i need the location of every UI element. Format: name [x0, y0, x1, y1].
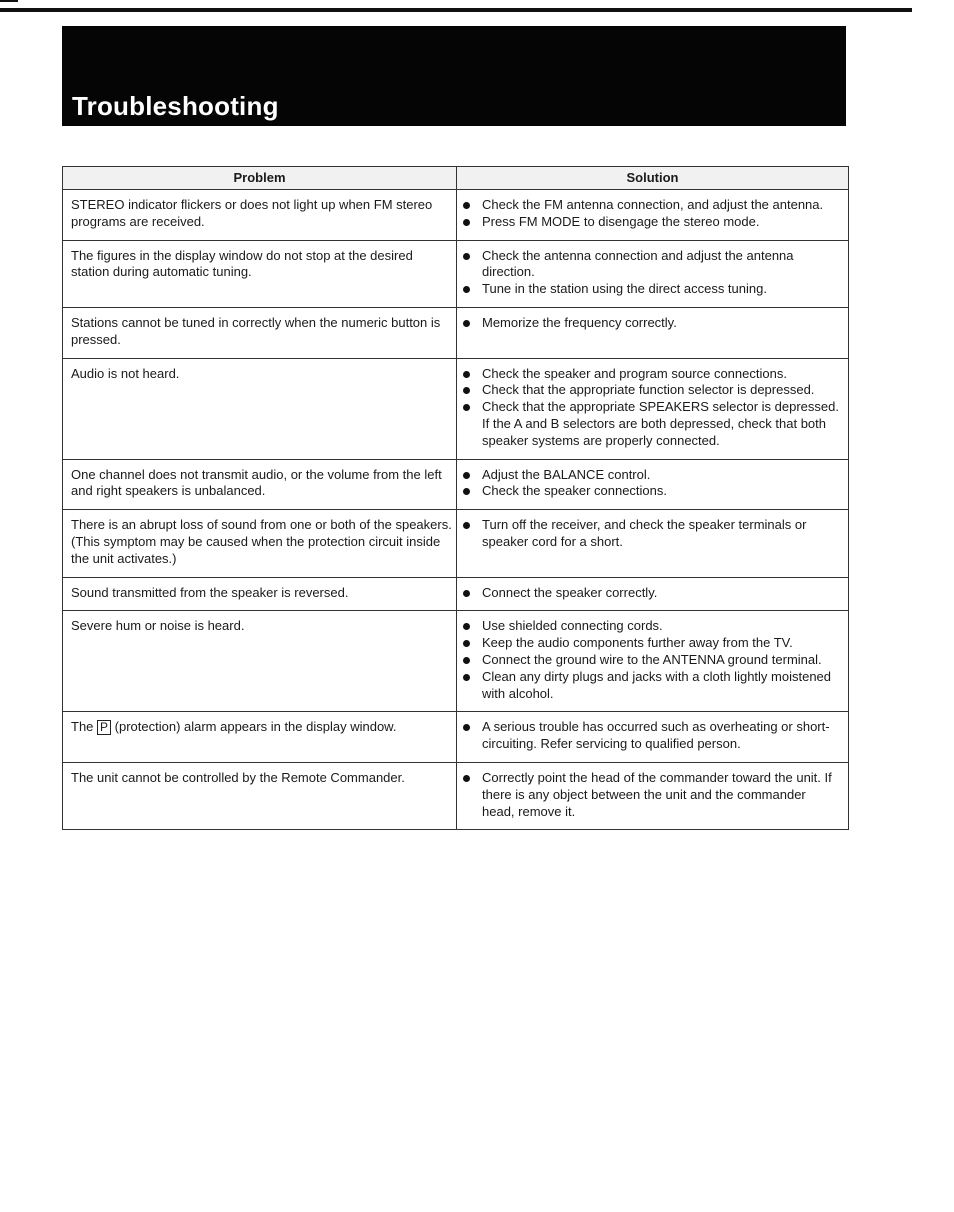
solution-cell: [457, 190, 849, 241]
solution-item: [463, 517, 840, 551]
solution-text: Tune in the station using the direct access tuning.: [482, 281, 767, 297]
solution-cell: [457, 307, 849, 358]
solution-text: Turn off the receiver, and check the speaker terminals or speaker cord for a short.: [482, 517, 807, 549]
problem-text-after: (protection) alarm appears in the display window.: [111, 719, 397, 735]
solution-item: [463, 618, 840, 635]
solution-text: Keep the audio components further away from the TV.: [482, 635, 793, 651]
table-header-row: [63, 167, 849, 190]
solution-cell: [457, 510, 849, 577]
table-row: [63, 577, 849, 611]
troubleshooting-table: [62, 166, 849, 830]
solution-item: [463, 635, 840, 652]
solution-text: Press FM MODE to disengage the stereo mode.: [482, 213, 760, 229]
bullet-icon: [463, 404, 470, 411]
corner-mark: [0, 0, 18, 2]
solution-item: [463, 315, 840, 332]
protection-p-icon: P: [97, 720, 111, 735]
solution-text: Check that the appropriate SPEAKERS selector is depressed. If the A and B selectors are both depressed, check that both speaker systems are properly connected.: [482, 399, 839, 448]
solution-cell: [457, 762, 849, 829]
problem-cell: The unit cannot be controlled by the Remote Commander.: [63, 762, 457, 829]
table-row: [63, 611, 849, 712]
table-row: [63, 762, 849, 829]
solution-item: [463, 467, 840, 484]
problem-cell: STEREO indicator flickers or does not light up when FM stereo programs are received.: [63, 190, 457, 241]
solution-item: [463, 719, 840, 753]
solution-cell: [457, 611, 849, 712]
bullet-icon: [463, 775, 470, 782]
solution-list: [463, 618, 840, 702]
solution-text: A serious trouble has occurred such as overheating or short-circuiting. Refer servicing to qualified person.: [482, 719, 830, 752]
solution-text: Memorize the frequency correctly.: [482, 314, 677, 330]
bullet-icon: [463, 219, 470, 226]
solution-text: Adjust the BALANCE control.: [482, 466, 651, 482]
solution-item: [463, 281, 840, 298]
header-solution: Solution: [457, 167, 849, 190]
solution-list: [463, 467, 840, 501]
header-problem: Problem: [63, 167, 457, 190]
solution-text: Use shielded connecting cords.: [482, 618, 663, 634]
solution-item: [463, 366, 840, 383]
solution-item: [463, 669, 840, 703]
title-banner: [62, 26, 846, 126]
bullet-icon: [463, 371, 470, 378]
table-row: [63, 510, 849, 577]
bullet-icon: [463, 674, 470, 681]
bullet-icon: [463, 590, 470, 597]
problem-cell: Stations cannot be tuned in correctly when the numeric button is pressed.: [63, 307, 457, 358]
solution-item: [463, 770, 840, 820]
solution-cell: [457, 712, 849, 763]
problem-cell: There is an abrupt loss of sound from one or both of the speakers. (This symptom may be caused when the protection circuit inside the unit activates.): [63, 510, 457, 577]
problem-cell: The figures in the display window do not stop at the desired station during automatic tuning.: [63, 240, 457, 307]
solution-text: Check the antenna connection and adjust the antenna direction.: [482, 247, 794, 280]
solution-text: Clean any dirty plugs and jacks with a cloth lightly moistened with alcohol.: [482, 668, 832, 701]
solution-item: [463, 483, 840, 500]
table-row: [63, 358, 849, 459]
solution-text: Correctly point the head of the commander toward the unit. If there is any object between the unit and the commander head, remove it.: [482, 769, 832, 819]
bullet-icon: [463, 472, 470, 479]
bullet-icon: [463, 522, 470, 529]
solution-list: [463, 197, 840, 231]
bullet-icon: [463, 657, 470, 664]
solution-text: Check the FM antenna connection, and adjust the antenna.: [482, 197, 824, 212]
problem-cell: Severe hum or noise is heard.: [63, 611, 457, 712]
solution-item: [463, 585, 840, 602]
solution-cell: [457, 358, 849, 459]
solution-text: Connect the ground wire to the ANTENNA ground terminal.: [482, 651, 822, 667]
solution-item: [463, 399, 840, 449]
bullet-icon: [463, 202, 470, 209]
problem-cell: Audio is not heard.: [63, 358, 457, 459]
solution-list: [463, 248, 840, 298]
table-row: [63, 459, 849, 510]
page-title: Troubleshooting: [72, 91, 279, 121]
solution-cell: [457, 240, 849, 307]
bullet-icon: [463, 320, 470, 327]
bullet-icon: [463, 253, 470, 260]
solution-list: [463, 315, 840, 332]
solution-item: [463, 652, 840, 669]
bullet-icon: [463, 724, 470, 731]
table-row: [63, 712, 849, 763]
table-row: [63, 190, 849, 241]
solution-item: [463, 382, 840, 399]
solution-text: Check that the appropriate function selector is depressed.: [482, 382, 815, 398]
bullet-icon: [463, 640, 470, 647]
solution-cell: [457, 577, 849, 611]
problem-cell: Sound transmitted from the speaker is reversed.: [63, 577, 457, 611]
solution-text: Connect the speaker correctly.: [482, 584, 658, 600]
bullet-icon: [463, 387, 470, 394]
table-row: [63, 240, 849, 307]
table-row: [63, 307, 849, 358]
solution-text: Check the speaker and program source connections.: [482, 365, 787, 381]
problem-text-before: The: [71, 719, 98, 735]
bullet-icon: [463, 488, 470, 495]
top-rule: [0, 8, 912, 12]
solution-text: Check the speaker connections.: [482, 483, 667, 499]
solution-item: [463, 197, 840, 214]
bullet-icon: [463, 623, 470, 630]
solution-list: [463, 719, 840, 753]
solution-cell: [457, 459, 849, 510]
solution-item: [463, 248, 840, 282]
bullet-icon: [463, 286, 470, 293]
problem-cell: [63, 712, 457, 763]
solution-item: [463, 214, 840, 231]
solution-list: [463, 517, 840, 551]
solution-list: [463, 770, 840, 820]
problem-cell: One channel does not transmit audio, or the volume from the left and right speakers is unbalanced.: [63, 459, 457, 510]
solution-list: [463, 366, 840, 450]
solution-list: [463, 585, 840, 602]
